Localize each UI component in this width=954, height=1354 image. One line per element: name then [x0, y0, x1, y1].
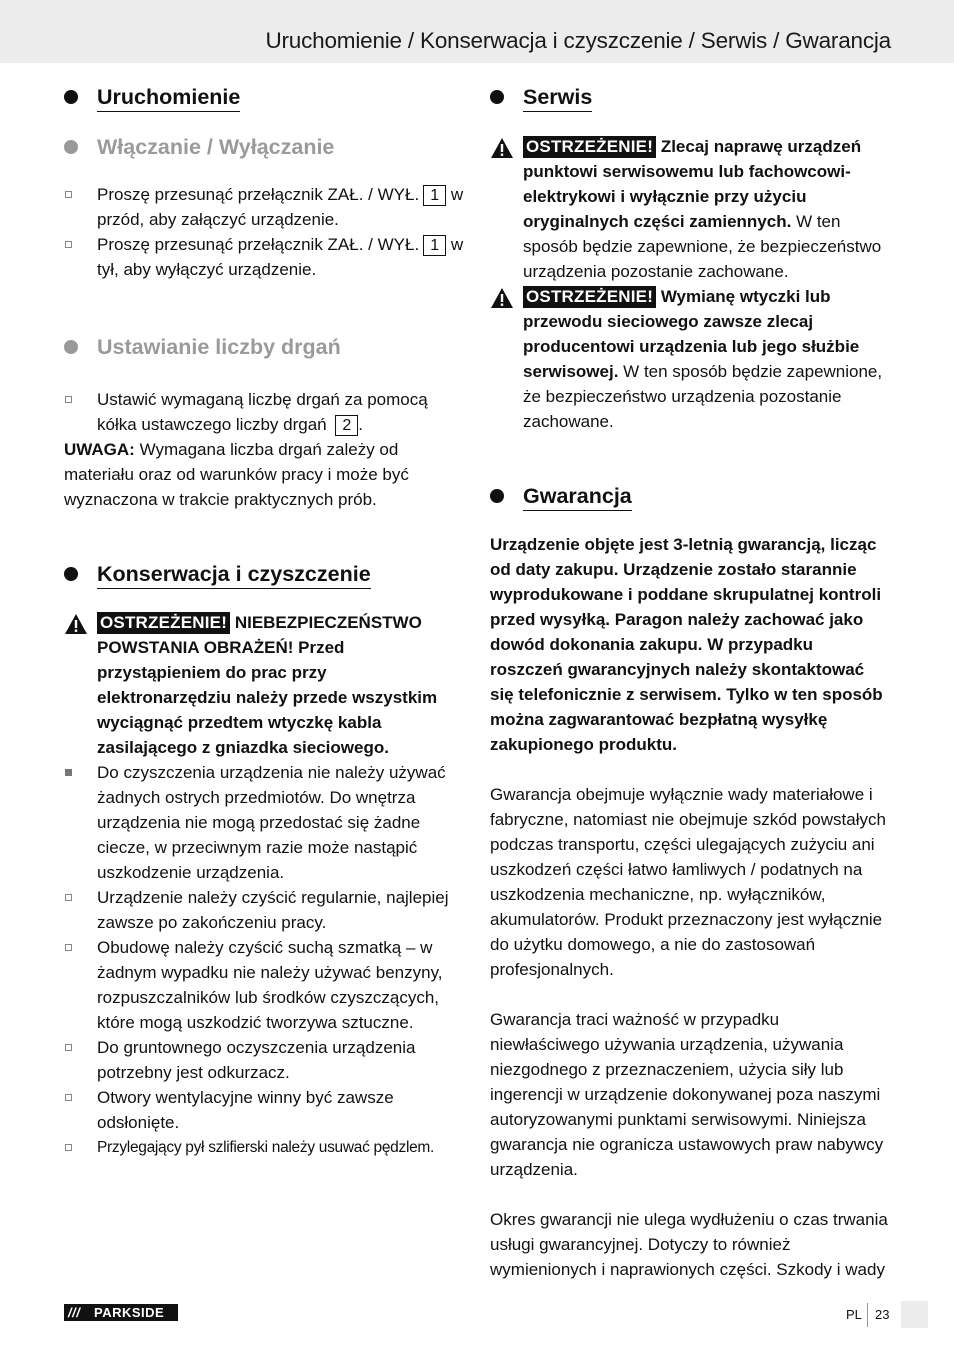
list-item: Proszę przesunąć przełącznik ZAŁ. / WYŁ. 1 w przód, aby załączyć urządzenie. [64, 182, 464, 232]
bullet-icon [64, 140, 78, 154]
warning-block: OSTRZEŻENIE! Wymianę wtyczki lub przewodu sieciowego zawsze zlecaj producentowi urządzenia lub jego służbie serwisowej. W ten sposób będzie zapewnione, że bezpieczeństwo urządzenia pozostanie zachowane. [490, 284, 890, 434]
section-serwis: Serwis [490, 82, 890, 112]
list-item: Do czyszczenia urządzenia nie należy używać żadnych ostrych przedmiotów. Do wnętrza urządzenia nie mogą przedostać się żadne ciecze, w przeciwnym razie może nastąpić uszkodzenie urządzenia. [64, 760, 464, 885]
list-item: Otwory wentylacyjne winny być zawsze odsłonięte. [64, 1085, 464, 1135]
square-bullet-icon [65, 1144, 72, 1151]
square-bullet-icon [65, 241, 72, 248]
warning-label: OSTRZEŻENIE! [523, 286, 656, 308]
warning-icon [490, 287, 514, 309]
warning-block: OSTRZEŻENIE! Zlecaj naprawę urządzeń punktowi serwisowemu lub fachowcowi-elektrykowi i wyłącznie przy użyciu oryginalnych części zamiennych. W ten sposób będzie zapewnione, że bezpieczeństwo urządzenia pozostanie zachowane. [490, 134, 890, 284]
warning-icon [490, 137, 514, 159]
list-item: Ustawić wymaganą liczbę drgań za pomocą kółka ustawczego liczby drgań 2 . [64, 387, 464, 437]
square-bullet-icon [65, 191, 72, 198]
square-bullet-icon [65, 396, 72, 403]
warning-label: OSTRZEŻENIE! [97, 612, 230, 634]
filled-square-bullet-icon [65, 769, 72, 776]
footer-tab [901, 1301, 928, 1328]
part-ref: 2 [335, 415, 358, 436]
section-konserwacja: Konserwacja i czyszczenie [64, 559, 464, 589]
square-bullet-icon [65, 1044, 72, 1051]
bullet-icon [490, 489, 504, 503]
part-ref: 1 [423, 235, 446, 256]
parkside-logo: /// PARKSIDE [64, 1304, 178, 1321]
language-code: PL [846, 1307, 862, 1322]
warning-icon [64, 613, 88, 635]
bullet-icon [64, 567, 78, 581]
left-column [64, 82, 464, 1160]
right-column [490, 82, 890, 1282]
warranty-paragraph: Gwarancja traci ważność w przypadku niewłaściwego używania urządzenia, używania niezgodnego z przeznaczeniem, użycia siły lub ingerencji w urządzenie dokonywanej poza naszymi autoryzowanymi punktami serwisowymi. Niniejsza gwarancja nie ogranicza ustawowych praw nabywcy urządzenia. [490, 1010, 884, 1179]
section-uruchomienie: Uruchomienie [64, 82, 464, 112]
section-wlaczanie: Włączanie / Wyłączanie [64, 132, 464, 162]
warranty-paragraph: Gwarancja obejmuje wyłącznie wady materiałowe i fabryczne, natomiast nie obejmuje szkód powstałych podczas transportu, części ulegających zużyciu ani uszkodzeń części łatwo łamliwych / podatnych na uszkodzenia mechaniczne, np. wyłączników, akumulatorów. Produkt przeznaczony jest wyłącznie do użytku domowego, a nie do zastosowań profesjonalnych. [490, 785, 886, 979]
list-item: Przylegający pył szlifierski należy usuwać pędzlem. [64, 1135, 464, 1160]
warning-block: OSTRZEŻENIE! NIEBEZPIECZEŃSTWO POWSTANIA OBRAŻEŃ! Przed przystąpieniem do prac przy elektronarzędziu należy przede wszystkim wyciągnąć przedtem wtyczkę kabla zasilającego z gniazdka sieciowego. [64, 610, 464, 760]
page-number: 23 [875, 1307, 890, 1322]
section-gwarancja: Gwarancja [490, 481, 890, 511]
warning-label: OSTRZEŻENIE! [523, 136, 656, 158]
bullet-icon [64, 340, 78, 354]
page-title: Uruchomienie / Konserwacja i czyszczenie / Serwis / Gwarancja [265, 28, 891, 53]
footer-divider [867, 1303, 868, 1327]
section-ustawianie: Ustawianie liczby drgań [64, 332, 464, 362]
list-item: Proszę przesunąć przełącznik ZAŁ. / WYŁ. 1 w tył, aby wyłączyć urządzenie. [64, 232, 464, 282]
square-bullet-icon [65, 944, 72, 951]
note: UWAGA: Wymagana liczba drgań zależy od materiału oraz od warunków pracy i może być wyznaczona w trakcie praktycznych prób. [64, 440, 409, 509]
bullet-icon [490, 90, 504, 104]
list-item: Urządzenie należy czyścić regularnie, najlepiej zawsze po zakończeniu pracy. [64, 885, 464, 935]
warranty-intro: Urządzenie objęte jest 3-letnią gwarancją, licząc od daty zakupu. Urządzenie zostało starannie wyprodukowane i poddane skrupulatnej kontroli przed wysyłką. Paragon należy zachować jako dowód dokonania zakupu. W przypadku roszczeń gwarancyjnych należy skontaktować się telefonicznie z serwisem. Tylko w ten sposób można zagwarantować bezpłatną wysyłkę zakupionego produktu. [490, 535, 883, 754]
list-item: Do gruntownego oczyszczenia urządzenia potrzebny jest odkurzacz. [64, 1035, 464, 1085]
list-item: Obudowę należy czyścić suchą szmatką – w żadnym wypadku nie należy używać benzyny, rozpuszczalników lub środków czyszczących, które mogą uszkodzić tworzywa sztuczne. [64, 935, 464, 1035]
square-bullet-icon [65, 1094, 72, 1101]
bullet-icon [64, 90, 78, 104]
part-ref: 1 [423, 185, 446, 206]
warranty-paragraph: Okres gwarancji nie ulega wydłużeniu o czas trwania usługi gwarancyjnej. Dotyczy to również wymienionych i naprawionych części. Szkody i wady [490, 1210, 888, 1279]
square-bullet-icon [65, 894, 72, 901]
